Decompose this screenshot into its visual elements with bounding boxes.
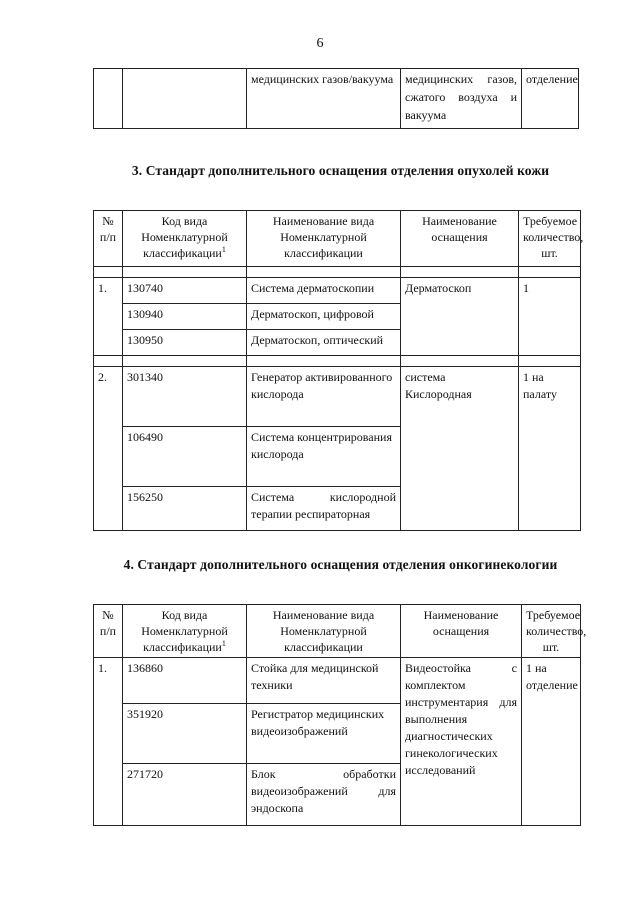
row-name: Система кислородной терапии респираторная bbox=[247, 487, 401, 531]
table-gap bbox=[94, 356, 581, 367]
table-row bbox=[94, 69, 579, 129]
table-header-row bbox=[94, 605, 581, 658]
row-name: Дерматоскоп, оптический bbox=[247, 330, 401, 356]
header-code bbox=[123, 605, 247, 658]
row-code: 351920 bbox=[123, 704, 247, 764]
header-equip: Наименование оснащения bbox=[401, 605, 522, 658]
header-code-text: Код вида Номенклатурной классификации bbox=[141, 608, 228, 654]
row-equip: система Кислородная bbox=[401, 367, 519, 531]
table-cell: медицинских газов/вакуума bbox=[247, 69, 401, 129]
header-code bbox=[123, 211, 247, 267]
row-code: 130940 bbox=[123, 304, 247, 330]
header-num: № п/п bbox=[94, 211, 123, 267]
table-row bbox=[94, 658, 581, 704]
row-num: 2. bbox=[94, 367, 123, 531]
row-qty: 1 на палату bbox=[519, 367, 581, 531]
row-qty: 1 bbox=[519, 278, 581, 356]
section-3-table bbox=[93, 210, 584, 531]
header-num: № п/п bbox=[94, 605, 123, 658]
table-cell: отделение bbox=[522, 69, 579, 129]
header-name: Наименование вида Номенклатурной классификации bbox=[247, 605, 401, 658]
table-gap bbox=[94, 267, 581, 278]
row-code: 106490 bbox=[123, 427, 247, 487]
row-name: Генератор активированного кислорода bbox=[247, 367, 401, 427]
table-cell: медицинских газов, сжатого воздуха и вакуума bbox=[401, 69, 522, 129]
header-qty: Требуемое количество, шт. bbox=[519, 211, 581, 267]
row-code: 130950 bbox=[123, 330, 247, 356]
row-name: Стойка для медицинской техники bbox=[247, 658, 401, 704]
row-name: Дерматоскоп, цифровой bbox=[247, 304, 401, 330]
table-header-row bbox=[94, 211, 581, 267]
row-code: 301340 bbox=[123, 367, 247, 427]
row-equip: Видеостойка с комплектом инструментария для выполнения диагностических гинекологических исследований bbox=[401, 658, 522, 826]
row-name: Блок обработки видеоизображений для эндоскопа bbox=[247, 764, 401, 826]
row-name: Система дерматоскопии bbox=[247, 278, 401, 304]
header-code-text: Код вида Номенклатурной классификации bbox=[141, 214, 228, 260]
row-qty: 1 на отделение bbox=[522, 658, 581, 826]
table-row bbox=[94, 278, 581, 304]
row-name: Система концентрирования кислорода bbox=[247, 427, 401, 487]
row-code: 156250 bbox=[123, 487, 247, 531]
header-name: Наименование вида Номенклатурной классификации bbox=[247, 211, 401, 267]
section-4-table bbox=[93, 604, 587, 826]
row-equip: Дерматоскоп bbox=[401, 278, 519, 356]
row-name: Регистратор медицинских видеоизображений bbox=[247, 704, 401, 764]
table-cell bbox=[94, 69, 123, 129]
row-num: 1. bbox=[94, 278, 123, 356]
section-3-title: 3. Стандарт дополнительного оснащения отделения опухолей кожи bbox=[131, 163, 550, 178]
header-equip: Наименование оснащения bbox=[401, 211, 519, 267]
table-cell bbox=[123, 69, 247, 129]
row-code: 271720 bbox=[123, 764, 247, 826]
section-4-title: 4. Стандарт дополнительного оснащения отделения онкогинекологии bbox=[123, 557, 558, 572]
continuation-table bbox=[93, 68, 579, 129]
footnote-mark: 1 bbox=[221, 245, 226, 254]
row-code: 136860 bbox=[123, 658, 247, 704]
header-qty: Требуемое количество, шт. bbox=[522, 605, 581, 658]
row-num: 1. bbox=[94, 658, 123, 826]
footnote-mark: 1 bbox=[221, 639, 226, 648]
row-code: 130740 bbox=[123, 278, 247, 304]
table-row bbox=[94, 367, 581, 427]
page-number: 6 bbox=[316, 36, 324, 51]
